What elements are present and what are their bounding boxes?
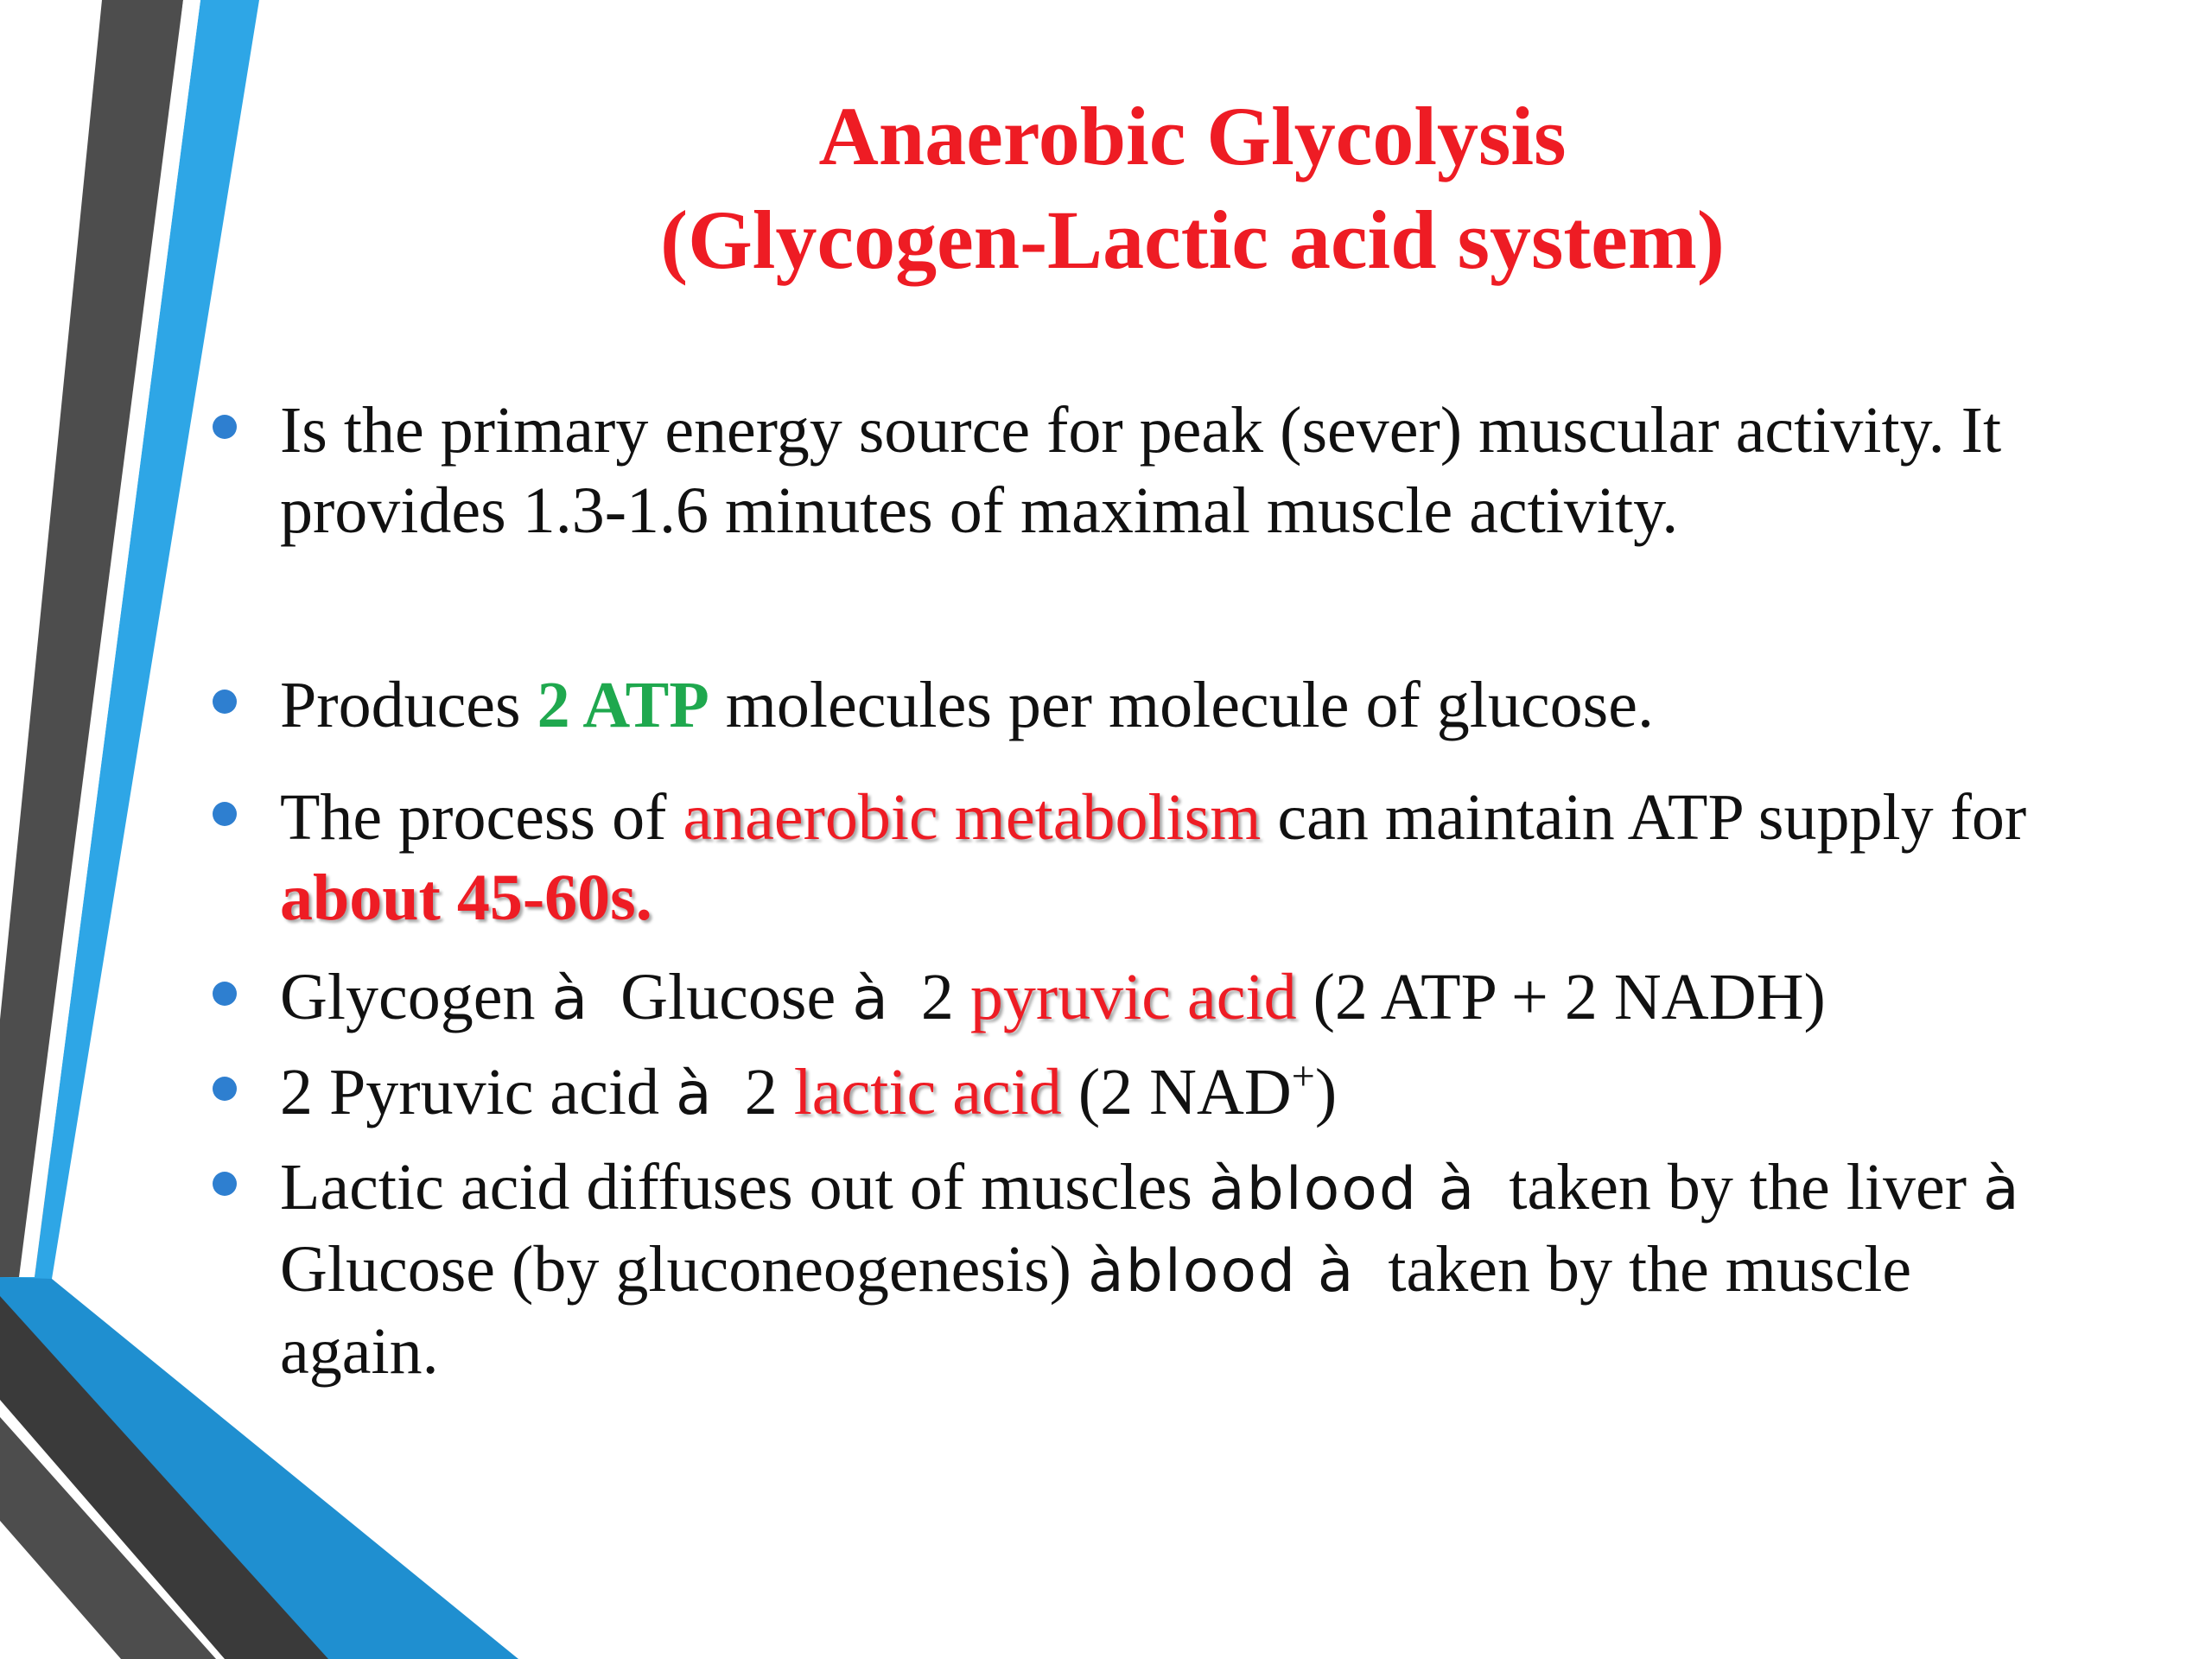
arrow-glyph: àblood à — [1087, 1237, 1356, 1306]
bullet-dot-icon — [213, 982, 237, 1006]
bullet-4-part3: 2 — [887, 961, 970, 1033]
bullet-dot-icon — [213, 690, 237, 714]
bullet-4-post: (2 ATP + 2 NADH) — [1296, 961, 1826, 1033]
arrow-glyph: à — [852, 965, 888, 1033]
bullet-6-part3: Glucose (by gluconeogenesis) — [280, 1151, 2052, 1306]
bullet-5-part1: 2 Pyruvic acid — [280, 1056, 677, 1128]
bullet-text-4 — [280, 957, 2069, 1039]
bullet-2-pre: Produces — [280, 669, 537, 741]
lactic-acid-highlight: lactic acid — [793, 1056, 1062, 1128]
bullet-3-pre: The process of — [280, 781, 683, 854]
bullet-5-post: (2 NAD — [1061, 1056, 1292, 1128]
duration-highlight: about 45-60s. — [280, 861, 652, 934]
bullet-5-part2: 2 — [711, 1056, 794, 1128]
bullet-text-3 — [280, 778, 2069, 938]
pyruvic-acid-highlight: pyruvic acid — [969, 961, 1297, 1033]
arrow-glyph: à — [676, 1060, 712, 1128]
bullet-dot-icon — [213, 802, 237, 826]
arrow-glyph: àblood à — [1208, 1155, 1477, 1224]
bullet-4-part2: Glucose — [588, 961, 853, 1033]
bullet-text-1: Is the primary energy source for peak (sever) muscular activity. It provides 1.3-1.6 minutes of maximal muscle activity. — [280, 394, 2002, 547]
bullet-text-6 — [280, 1147, 2069, 1392]
bullet-dot-icon — [213, 415, 237, 439]
bullet-dot-icon — [213, 1077, 237, 1101]
bullet-2-post: molecules per molecule of glucose. — [709, 669, 1654, 741]
bullet-text-2 — [280, 665, 2069, 746]
bullet-text-5 — [280, 1052, 2069, 1135]
atp-count-highlight: 2 ATP — [537, 669, 709, 741]
dark-band-top — [0, 0, 183, 1279]
slide-title-line1: Anaerobic Glycolysis — [818, 90, 1567, 182]
slide-title-line2: (Glycogen-Lactic acid system) — [660, 194, 1725, 286]
anaerobic-metabolism-highlight: anaerobic metabolism — [683, 781, 1262, 854]
bullet-5-end: ) — [1314, 1056, 1338, 1128]
arrow-glyph: à — [551, 965, 588, 1033]
bullet-5-superscript: + — [1291, 1053, 1315, 1099]
bullet-6-part2: taken by the liver — [1476, 1151, 1984, 1224]
bullet-dot-icon — [213, 1172, 237, 1196]
bullet-4-part1: Glycogen — [280, 961, 552, 1033]
bullet-3-mid: can maintain ATP supply for — [1261, 781, 2027, 854]
bullet-6-part1: Lactic acid diffuses out of muscles — [280, 1151, 1209, 1224]
bullet-6-part4: taken by the muscle again. — [280, 1233, 1929, 1388]
arrow-glyph: à — [1983, 1155, 2019, 1224]
